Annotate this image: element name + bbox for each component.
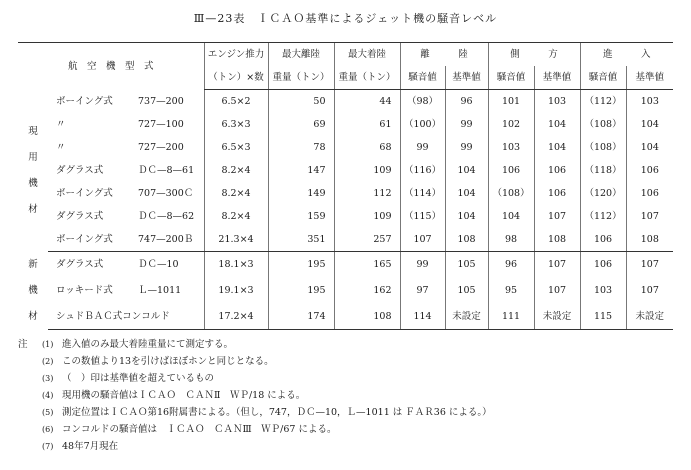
approach-standard-cell: 107 bbox=[626, 252, 673, 278]
engine-thrust-cell: 8.2×4 bbox=[204, 159, 268, 182]
takeoff-standard-cell: 99 bbox=[445, 136, 488, 159]
sideline-standard-cell: 107 bbox=[534, 252, 580, 278]
takeoff-noise-cell: （114） bbox=[400, 182, 445, 205]
aircraft-name-cell bbox=[48, 159, 204, 182]
approach-standard-cell: 106 bbox=[626, 182, 673, 205]
group-label-char: 材 bbox=[28, 310, 38, 322]
max-landing-weight-cell: 109 bbox=[334, 159, 400, 182]
max-takeoff-weight-cell: 195 bbox=[268, 252, 334, 278]
takeoff-noise-cell: 107 bbox=[400, 228, 445, 252]
aircraft-model: 747—200Ｂ bbox=[138, 234, 194, 245]
approach-noise-cell: 115 bbox=[580, 303, 626, 329]
aircraft-maker: ダグラス式 bbox=[56, 165, 104, 176]
note-text: 48年7月現在 bbox=[62, 441, 119, 452]
header-approach-noise: 騒音値 bbox=[580, 66, 626, 90]
engine-thrust-cell: 8.2×4 bbox=[204, 205, 268, 228]
note-item bbox=[18, 438, 673, 455]
header-max-landing-line1: 最大着陸 bbox=[334, 43, 400, 67]
engine-thrust-cell: 21.3×4 bbox=[204, 228, 268, 252]
group-label-char: 新 bbox=[28, 258, 38, 270]
aircraft-model: 727—200 bbox=[138, 142, 184, 153]
note-number: (7) bbox=[42, 442, 54, 451]
table-row bbox=[18, 303, 673, 329]
takeoff-standard-cell: 105 bbox=[445, 278, 488, 304]
max-landing-weight-cell: 108 bbox=[334, 303, 400, 329]
sideline-noise-cell: （108） bbox=[488, 182, 534, 205]
approach-standard-cell: 104 bbox=[626, 136, 673, 159]
max-takeoff-weight-cell: 50 bbox=[268, 90, 334, 114]
group-label-new bbox=[18, 252, 48, 330]
aircraft-maker: 〃 bbox=[56, 142, 66, 153]
note-text: この数値より13を引けばほぼホンと同じとなる。 bbox=[62, 356, 274, 367]
header-sideline: 側 方 bbox=[488, 43, 580, 67]
header-max-takeoff-line2: 重量（トン） bbox=[268, 66, 334, 90]
takeoff-noise-cell: （116） bbox=[400, 159, 445, 182]
approach-noise-cell: 106 bbox=[580, 252, 626, 278]
table-row bbox=[18, 278, 673, 304]
header-max-landing-line2: 重量（トン） bbox=[334, 66, 400, 90]
max-landing-weight-cell: 44 bbox=[334, 90, 400, 114]
aircraft-maker: 〃 bbox=[56, 119, 66, 130]
sideline-standard-cell: 107 bbox=[534, 205, 580, 228]
engine-thrust-cell: 17.2×4 bbox=[204, 303, 268, 329]
sideline-noise-cell: 103 bbox=[488, 136, 534, 159]
approach-standard-cell: 未設定 bbox=[626, 303, 673, 329]
approach-standard-cell: 108 bbox=[626, 228, 673, 252]
header-thrust-line1: エンジン推力 bbox=[204, 43, 268, 67]
table-title: Ⅲ—23表 ＩＣＡＯ基準によるジェット機の騒音レベル bbox=[193, 12, 498, 25]
takeoff-noise-cell: （98） bbox=[400, 90, 445, 114]
max-takeoff-weight-cell: 351 bbox=[268, 228, 334, 252]
header-takeoff: 離 陸 bbox=[400, 43, 488, 67]
group-label-char: 機 bbox=[28, 284, 38, 296]
group-label-existing bbox=[18, 90, 48, 252]
notes-section bbox=[18, 336, 673, 455]
max-landing-weight-cell: 61 bbox=[334, 113, 400, 136]
engine-thrust-cell: 6.5×2 bbox=[204, 90, 268, 114]
max-landing-weight-cell: 165 bbox=[334, 252, 400, 278]
engine-thrust-cell: 19.1×3 bbox=[204, 278, 268, 304]
takeoff-standard-cell: 96 bbox=[445, 90, 488, 114]
max-takeoff-weight-cell: 159 bbox=[268, 205, 334, 228]
sideline-noise-cell: 101 bbox=[488, 90, 534, 114]
table-row bbox=[18, 205, 673, 228]
engine-thrust-cell: 8.2×4 bbox=[204, 182, 268, 205]
table-row bbox=[18, 90, 673, 114]
header-takeoff-noise: 騒音値 bbox=[400, 66, 445, 90]
aircraft-maker: ボーイング式 bbox=[56, 95, 113, 107]
header-max-takeoff-line1: 最大離陸 bbox=[268, 43, 334, 67]
note-item bbox=[18, 370, 673, 387]
aircraft-model: ＤＣ—8—62 bbox=[138, 211, 195, 222]
takeoff-standard-cell: 104 bbox=[445, 205, 488, 228]
approach-noise-cell: 106 bbox=[580, 228, 626, 252]
max-landing-weight-cell: 109 bbox=[334, 205, 400, 228]
max-takeoff-weight-cell: 149 bbox=[268, 182, 334, 205]
max-landing-weight-cell: 162 bbox=[334, 278, 400, 304]
sideline-standard-cell: 104 bbox=[534, 136, 580, 159]
note-text: （ ）印は基準値を超えているもの bbox=[62, 373, 215, 384]
takeoff-standard-cell: 99 bbox=[445, 113, 488, 136]
noise-level-table bbox=[18, 42, 673, 330]
sideline-standard-cell: 104 bbox=[534, 113, 580, 136]
aircraft-model: ＤＣ—10 bbox=[138, 259, 179, 271]
takeoff-noise-cell: 97 bbox=[400, 278, 445, 304]
approach-noise-cell: （108） bbox=[580, 113, 626, 136]
aircraft-model: 727—100 bbox=[138, 119, 184, 130]
aircraft-name-cell bbox=[48, 90, 204, 114]
aircraft-name-cell bbox=[48, 136, 204, 159]
note-item bbox=[18, 336, 673, 353]
note-text: コンコルドの騒音値は ＩＣＡＯ ＣＡＮⅢ ＷＰ/67 による。 bbox=[62, 424, 337, 435]
aircraft-maker: ロッキード式 bbox=[56, 284, 113, 296]
aircraft-name-cell bbox=[48, 182, 204, 205]
approach-standard-cell: 106 bbox=[626, 159, 673, 182]
takeoff-standard-cell: 108 bbox=[445, 228, 488, 252]
sideline-standard-cell: 108 bbox=[534, 228, 580, 252]
sideline-noise-cell: 102 bbox=[488, 113, 534, 136]
note-number: (2) bbox=[42, 357, 54, 366]
group-label-char: 現 bbox=[28, 125, 38, 137]
group-label-char: 用 bbox=[28, 151, 38, 163]
header-sideline-noise: 騒音値 bbox=[488, 66, 534, 90]
sideline-noise-cell: 106 bbox=[488, 159, 534, 182]
header-aircraft-type: 航 空 機 型 式 bbox=[18, 43, 204, 90]
aircraft-maker: ダグラス式 bbox=[56, 259, 104, 271]
max-landing-weight-cell: 68 bbox=[334, 136, 400, 159]
max-takeoff-weight-cell: 69 bbox=[268, 113, 334, 136]
note-text: 進入値のみ最大着陸重量にて測定する。 bbox=[62, 339, 234, 350]
table-row bbox=[18, 182, 673, 205]
takeoff-standard-cell: 105 bbox=[445, 252, 488, 278]
approach-noise-cell: （120） bbox=[580, 182, 626, 205]
note-text: 測定位置はＩＣＡＯ第16附属書による。（但し，747，ＤＣ—10，Ｌ—1011 は ＦＡＲ36 による。） bbox=[62, 407, 492, 418]
note-number: (3) bbox=[42, 374, 54, 383]
approach-standard-cell: 107 bbox=[626, 278, 673, 304]
aircraft-maker: ボーイング式 bbox=[56, 188, 113, 199]
header-thrust-line2: （トン）×数 bbox=[204, 66, 268, 90]
table-row bbox=[18, 228, 673, 252]
sideline-standard-cell: 106 bbox=[534, 159, 580, 182]
notes-lead: 注 bbox=[18, 339, 28, 350]
aircraft-name-cell bbox=[48, 252, 204, 278]
note-number: (5) bbox=[42, 408, 54, 417]
approach-noise-cell: （112） bbox=[580, 205, 626, 228]
takeoff-noise-cell: 99 bbox=[400, 136, 445, 159]
approach-noise-cell: 103 bbox=[580, 278, 626, 304]
aircraft-name-cell bbox=[48, 303, 204, 329]
approach-noise-cell: （112） bbox=[580, 90, 626, 114]
max-takeoff-weight-cell: 195 bbox=[268, 278, 334, 304]
sideline-noise-cell: 96 bbox=[488, 252, 534, 278]
table-body bbox=[18, 90, 673, 330]
takeoff-noise-cell: （100） bbox=[400, 113, 445, 136]
takeoff-noise-cell: 99 bbox=[400, 252, 445, 278]
engine-thrust-cell: 6.5×3 bbox=[204, 136, 268, 159]
group-label-char: 機 bbox=[28, 177, 38, 189]
note-number: (6) bbox=[42, 425, 54, 434]
table-row bbox=[18, 136, 673, 159]
header-approach-standard: 基準値 bbox=[626, 66, 673, 90]
max-landing-weight-cell: 112 bbox=[334, 182, 400, 205]
note-item bbox=[18, 404, 673, 421]
sideline-standard-cell: 未設定 bbox=[534, 303, 580, 329]
note-item bbox=[18, 387, 673, 404]
sideline-noise-cell: 111 bbox=[488, 303, 534, 329]
header-takeoff-standard: 基準値 bbox=[445, 66, 488, 90]
aircraft-model: ＤＣ—8—61 bbox=[138, 165, 195, 176]
max-takeoff-weight-cell: 147 bbox=[268, 159, 334, 182]
engine-thrust-cell: 6.3×3 bbox=[204, 113, 268, 136]
sideline-noise-cell: 95 bbox=[488, 278, 534, 304]
sideline-noise-cell: 104 bbox=[488, 205, 534, 228]
takeoff-standard-cell: 104 bbox=[445, 159, 488, 182]
takeoff-standard-cell: 104 bbox=[445, 182, 488, 205]
note-item bbox=[18, 353, 673, 370]
header-approach: 進 入 bbox=[580, 43, 673, 67]
approach-standard-cell: 104 bbox=[626, 113, 673, 136]
table-row bbox=[18, 113, 673, 136]
approach-noise-cell: （118） bbox=[580, 159, 626, 182]
header-sideline-standard: 基準値 bbox=[534, 66, 580, 90]
aircraft-model: Ｌ—1011 bbox=[138, 284, 182, 296]
aircraft-name-cell bbox=[48, 113, 204, 136]
aircraft-maker: シュドＢＡＣ式コンコルド bbox=[56, 310, 170, 322]
max-takeoff-weight-cell: 78 bbox=[268, 136, 334, 159]
takeoff-noise-cell: （115） bbox=[400, 205, 445, 228]
aircraft-model: 707—300Ｃ bbox=[138, 188, 194, 199]
aircraft-model: 737—200 bbox=[138, 95, 184, 107]
max-landing-weight-cell: 257 bbox=[334, 228, 400, 252]
sideline-noise-cell: 98 bbox=[488, 228, 534, 252]
aircraft-name-cell bbox=[48, 228, 204, 252]
aircraft-maker: ボーイング式 bbox=[56, 234, 113, 245]
note-number: (1) bbox=[42, 340, 54, 349]
table-row bbox=[18, 252, 673, 278]
approach-standard-cell: 103 bbox=[626, 90, 673, 114]
table-row bbox=[18, 159, 673, 182]
sideline-standard-cell: 103 bbox=[534, 90, 580, 114]
takeoff-standard-cell: 未設定 bbox=[445, 303, 488, 329]
max-takeoff-weight-cell: 174 bbox=[268, 303, 334, 329]
approach-noise-cell: （108） bbox=[580, 136, 626, 159]
note-item bbox=[18, 421, 673, 438]
aircraft-maker: ダグラス式 bbox=[56, 211, 104, 222]
group-label-char: 材 bbox=[28, 203, 38, 215]
sideline-standard-cell: 106 bbox=[534, 182, 580, 205]
note-number: (4) bbox=[42, 391, 54, 400]
engine-thrust-cell: 18.1×3 bbox=[204, 252, 268, 278]
approach-standard-cell: 107 bbox=[626, 205, 673, 228]
aircraft-name-cell bbox=[48, 205, 204, 228]
takeoff-noise-cell: 114 bbox=[400, 303, 445, 329]
note-text: 現用機の騒音値はＩＣＡＯ ＣＡＮⅡ ＷＰ/18 による。 bbox=[62, 390, 306, 401]
aircraft-name-cell bbox=[48, 278, 204, 304]
sideline-standard-cell: 107 bbox=[534, 278, 580, 304]
